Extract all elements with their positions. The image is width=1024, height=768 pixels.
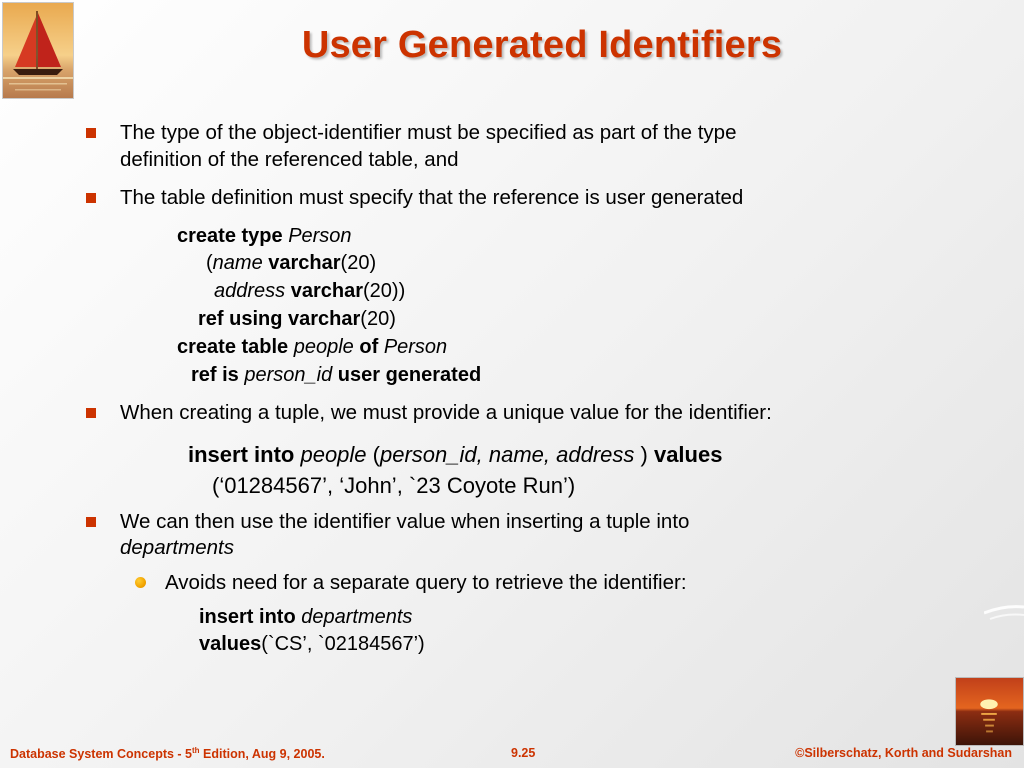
sql-keyword: create table xyxy=(177,336,289,358)
bullet-text: The table definition must specify that the reference is user generated xyxy=(120,186,744,209)
sql-identifier: Person xyxy=(383,336,448,358)
code-line: (‘01284567’, ‘John’, `23 Coyote Run’) xyxy=(212,473,576,498)
sub-bullet-icon xyxy=(135,577,146,588)
sql-keyword: create type xyxy=(177,225,283,247)
bullet-text: When creating a tuple, we must provide a unique value for the identifier: xyxy=(120,401,772,424)
code-line xyxy=(191,362,481,389)
sql-identifier: people xyxy=(293,336,354,358)
sunset-icon xyxy=(955,677,1024,746)
sql-identifier: person_id, name, address xyxy=(380,442,635,467)
sql-keyword: ref using varchar xyxy=(198,308,361,330)
sub-bullet-text: Avoids need for a separate query to retrieve the identifier: xyxy=(165,571,687,594)
code-line xyxy=(199,604,412,631)
bullet-text: definition of the referenced table, and xyxy=(120,148,459,171)
code-line xyxy=(188,439,722,470)
footer-book-title: Database System Concepts - 5 xyxy=(10,747,193,762)
sql-identifier: people xyxy=(300,442,367,467)
sql-keyword: user generated xyxy=(337,364,482,386)
bullet-text-italic xyxy=(120,534,234,561)
sql-keyword: values xyxy=(199,633,262,655)
code-line xyxy=(206,250,376,277)
bullet-text: The type of the object-identifier must be specified as part of the type xyxy=(120,121,737,144)
bullet-marker-icon xyxy=(86,517,96,527)
sql-identifier: person_id xyxy=(244,364,333,386)
sql-punct: (20)) xyxy=(363,280,406,302)
sql-keyword: ref is xyxy=(191,364,239,386)
sql-keyword: varchar xyxy=(268,252,341,274)
sql-keyword: values xyxy=(653,442,723,467)
code-line xyxy=(199,631,425,658)
sql-keyword: insert into xyxy=(188,442,295,467)
sql-identifier: departments xyxy=(301,606,413,628)
code-line xyxy=(198,306,396,333)
code-line xyxy=(177,334,447,361)
footer-copyright: ©Silberschatz, Korth and Sudarshan xyxy=(795,746,1012,760)
sql-punct: ) xyxy=(640,442,648,467)
bullet-marker-icon xyxy=(86,128,96,138)
sql-identifier: address xyxy=(214,280,286,302)
sql-punct: (`CS’, `02184567’) xyxy=(261,633,425,655)
sql-punct: (20) xyxy=(340,252,377,274)
departments-term: departments xyxy=(120,536,234,559)
footer-edition-sup: th xyxy=(192,746,200,755)
sql-keyword: insert into xyxy=(199,606,296,628)
footer-edition-date: Edition, Aug 9, 2005. xyxy=(199,747,325,762)
code-line xyxy=(214,278,405,305)
bullet-marker-icon xyxy=(86,408,96,418)
footer-left xyxy=(10,746,325,761)
footer-page-number: 9.25 xyxy=(511,746,536,760)
page-title: User Generated Identifiers xyxy=(301,24,783,66)
sql-identifier: Person xyxy=(288,225,352,247)
bullet-marker-icon xyxy=(86,193,96,203)
decorative-swoosh-icon xyxy=(984,595,1024,635)
sql-keyword: varchar xyxy=(290,280,363,302)
bullet-text: We can then use the identifier value when inserting a tuple into xyxy=(120,510,690,533)
code-line xyxy=(177,223,352,250)
sql-punct: ( xyxy=(206,252,213,274)
sql-keyword: of xyxy=(359,336,379,358)
sql-punct: (20) xyxy=(360,308,396,330)
sql-identifier: name xyxy=(212,252,263,274)
sql-punct: ( xyxy=(372,442,380,467)
